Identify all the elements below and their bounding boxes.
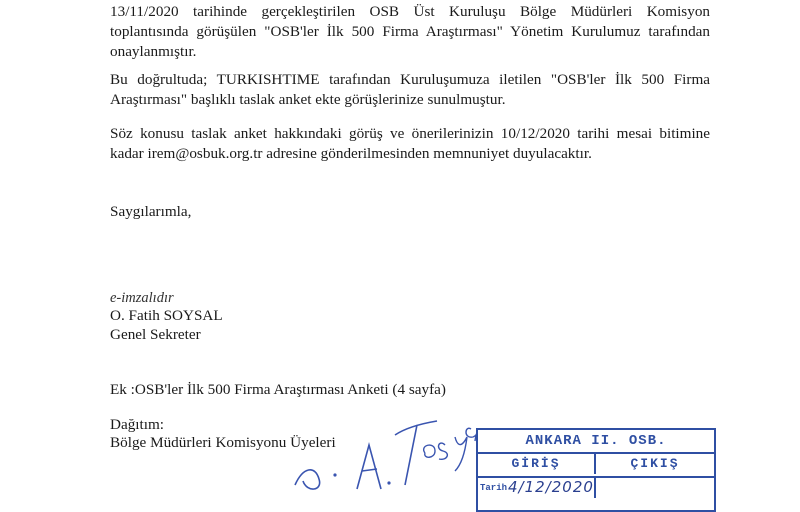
- paragraph-line: kadar irem@osbuk.org.tr adresine gönderilmesinden memnuniyet duyulacaktır.: [110, 145, 592, 162]
- stamp-divider: [594, 478, 596, 498]
- attachment-note: Ek :OSB'ler İlk 500 Firma Araştırması Anketi (4 sayfa): [110, 381, 446, 398]
- incoming-document-stamp: [476, 428, 716, 512]
- signer-title: Genel Sekreter: [110, 326, 201, 343]
- paragraph-line: Söz konusu taslak anket hakkındaki görüş ve önerilerinizin 10/12/2020 tarihi mesai bitimine: [110, 125, 710, 142]
- stamp-entry-exit-row: [478, 454, 714, 474]
- handwritten-signature: [285, 405, 485, 495]
- paragraph-line: 13/11/2020 tarihinde gerçekleştirilen OSB Üst Kuruluşu Bölge Müdürleri Komisyon: [110, 3, 710, 20]
- signer-name: O. Fatih SOYSAL: [110, 307, 223, 324]
- paragraph-line: Araştırması" başlıklı taslak anket ekte görüşlerinize sunulmuştur.: [110, 91, 506, 108]
- closing-salutation: Saygılarımla,: [110, 203, 192, 220]
- stamp-exit-label: ÇIKIŞ: [630, 456, 680, 471]
- paragraph-line: Bu doğrultuda; TURKISHTIME tarafından Kuruluşumuza iletilen "OSB'ler İlk 500 Firma: [110, 71, 710, 88]
- paragraph-line: toplantısında görüşülen "OSB'ler İlk 500 Firma Araştırması" Yönetim Kurulumuz tarafından: [110, 23, 710, 40]
- paragraph-request: [110, 124, 710, 164]
- distribution-value: Bölge Müdürleri Komisyonu Üyeleri: [110, 434, 336, 451]
- paragraph-line: onaylanmıştır.: [110, 43, 197, 60]
- stamp-entry-label: GİRİŞ: [478, 454, 596, 474]
- stamp-date-label: Tarih: [480, 483, 508, 493]
- stamp-date-row: [478, 476, 714, 498]
- stamp-date-value: 4/12/2020: [508, 478, 594, 496]
- stamp-title: ANKARA II. OSB.: [478, 430, 714, 454]
- paragraph-approval: [110, 2, 710, 62]
- paragraph-survey: [110, 70, 710, 110]
- distribution-label: Dağıtım:: [110, 416, 164, 433]
- e-signature-note: e-imzalıdır: [110, 290, 174, 306]
